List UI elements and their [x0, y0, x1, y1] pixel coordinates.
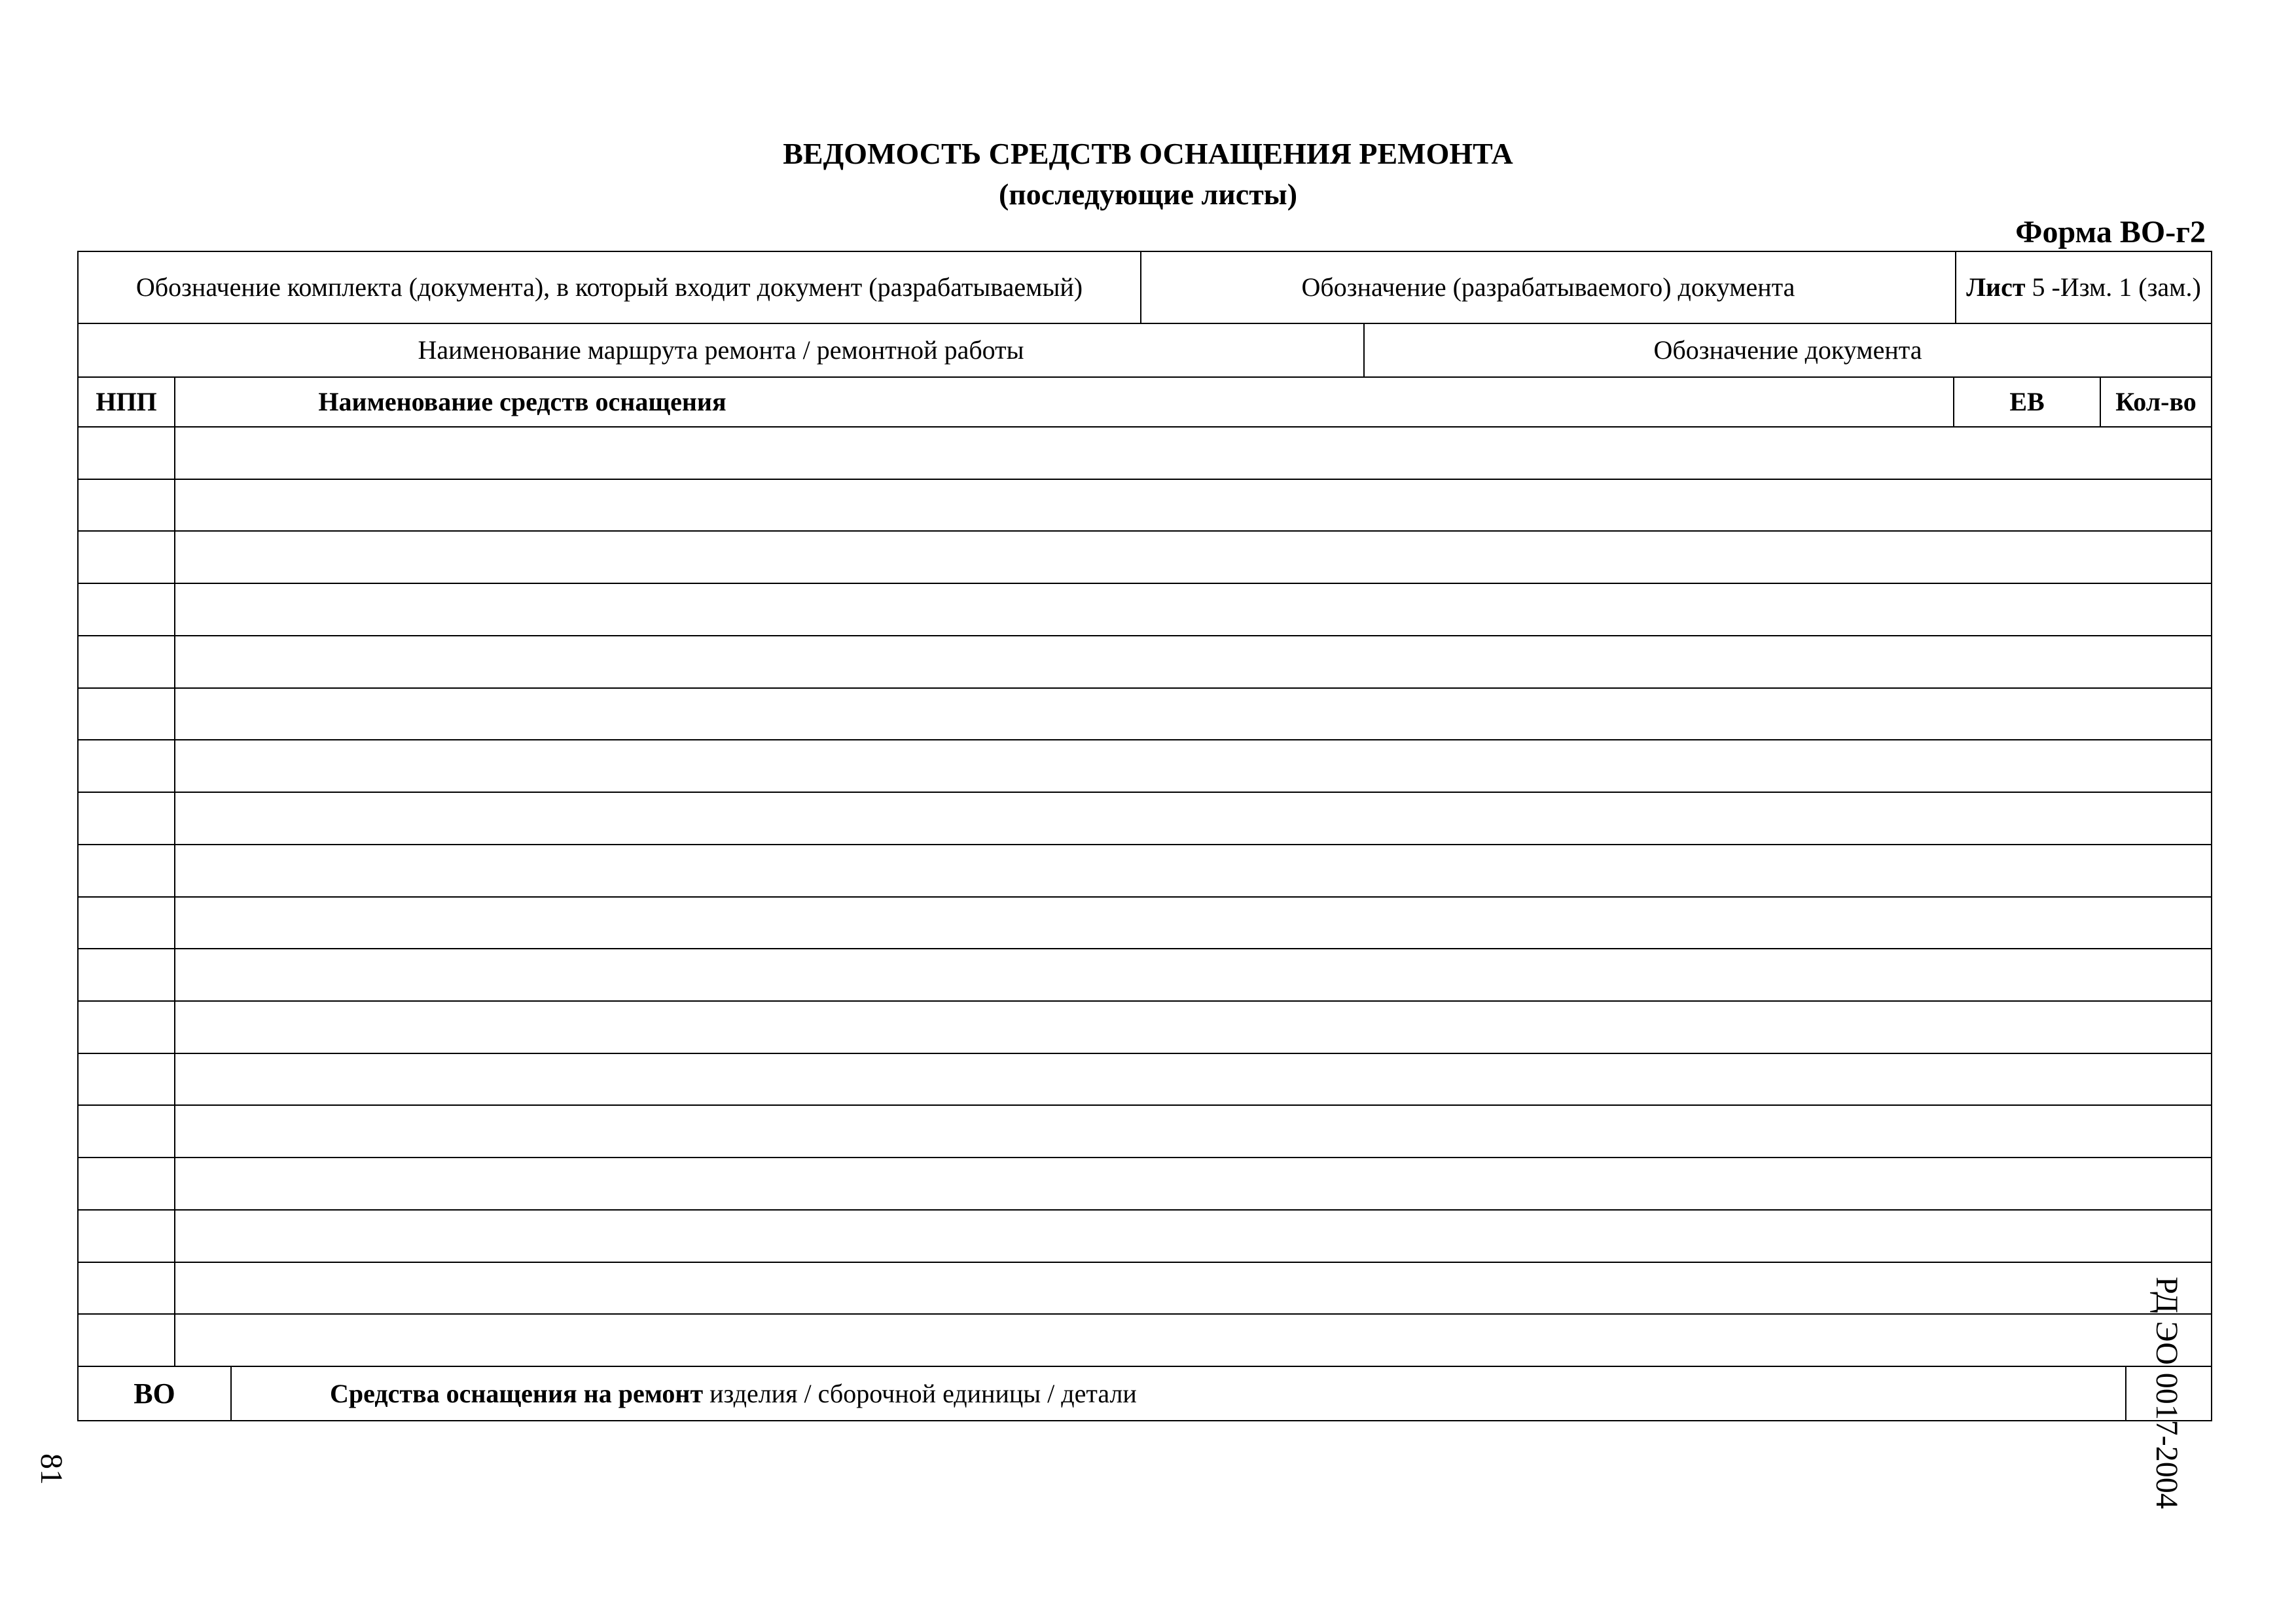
form-table	[77, 251, 2212, 1421]
page-title: ВЕДОМОСТЬ СРЕДСТВ ОСНАЩЕНИЯ РЕМОНТА	[783, 137, 1513, 170]
footer-description	[330, 1367, 2097, 1420]
table-row	[79, 480, 2211, 531]
page-subtitle: (последующие листы)	[998, 177, 1298, 211]
route-name-label: Наименование маршрута ремонта / ремонтной работы	[418, 335, 1024, 365]
footer-code: ВО	[134, 1377, 175, 1410]
footer-description-bold: Средства оснащения на ремонт	[330, 1378, 704, 1408]
column-header-npp: НПП	[96, 387, 157, 416]
document-designation-short-label: Обозначение документа	[1653, 335, 1922, 365]
column-header-qty: Кол-во	[2115, 387, 2197, 416]
table-row	[79, 1158, 2211, 1209]
column-header-equipment-name: Наименование средств оснащения	[318, 387, 726, 416]
kit-designation-label: Обозначение комплекта (документа), в который входит документ (разрабатываемый)	[135, 272, 1083, 302]
table-row	[79, 740, 2211, 792]
sheet-label: Лист	[1966, 272, 2026, 302]
table-row	[79, 428, 2211, 479]
column-header-ev: ЕВ	[2009, 387, 2045, 416]
table-row	[79, 949, 2211, 1000]
table-row	[79, 689, 2211, 740]
table-row	[79, 636, 2211, 687]
footer-divider-1	[230, 1366, 232, 1420]
table-row	[79, 1315, 2211, 1366]
table-row	[79, 898, 2211, 949]
table-row	[79, 1002, 2211, 1053]
footer-description-normal: изделия / сборочной единицы / детали	[703, 1378, 1137, 1408]
table-row	[79, 1263, 2211, 1314]
standard-designation: РД ЭО 0017-2004	[2149, 1277, 2184, 1509]
form-label: Форма ВО-г2	[2015, 215, 2206, 249]
footer-divider-2	[2125, 1366, 2126, 1420]
table-row	[79, 532, 2211, 583]
table-row	[79, 1211, 2211, 1262]
table-row	[79, 793, 2211, 844]
table-row	[79, 1106, 2211, 1157]
table-row	[79, 584, 2211, 635]
page-number: 81	[34, 1453, 69, 1485]
document-designation-label: Обозначение (разрабатываемого) документа	[1301, 272, 1795, 302]
sheet-value: 5 -Изм. 1 (зам.)	[2025, 272, 2201, 302]
table-row	[79, 1054, 2211, 1105]
table-row	[79, 845, 2211, 896]
sheet-info	[1956, 252, 2211, 323]
